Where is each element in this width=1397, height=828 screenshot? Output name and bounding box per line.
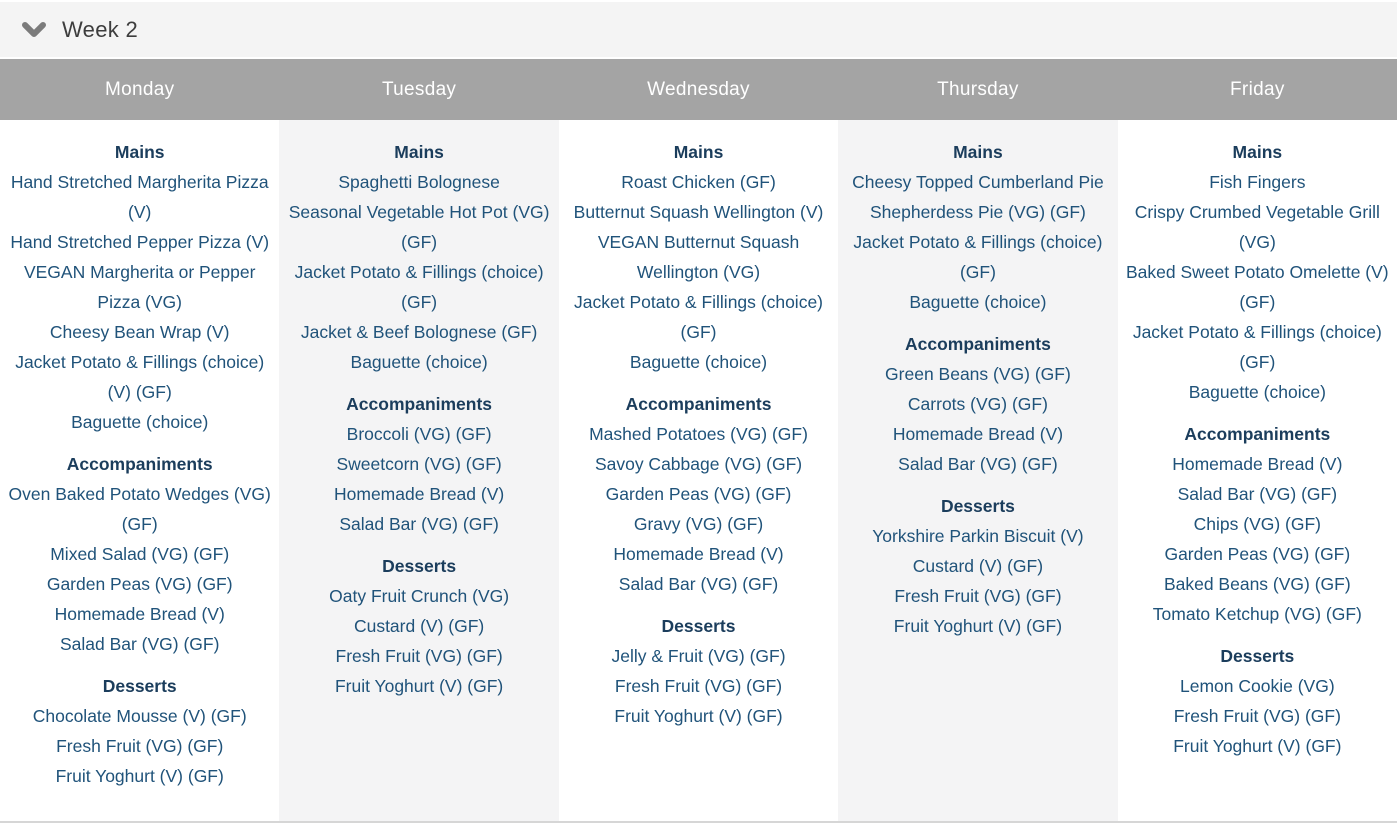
menu-item: Jacket Potato & Fillings (choice) (GF) [574,292,824,342]
section-title-desserts: Desserts [102,676,177,696]
day-column-wednesday [559,120,838,821]
chevron-down-icon[interactable] [22,22,46,38]
day-column-monday [0,120,279,821]
day-column-tuesday [279,120,558,821]
menu-item: Carrots (VG) (GF) [907,394,1048,414]
week-accordion-toggle[interactable] [0,2,1397,57]
menu-item: Oven Baked Potato Wedges (VG) (GF) [8,484,271,534]
menu-columns [0,120,1397,823]
menu-item: Jacket Potato & Fillings (choice) (GF) [1132,322,1382,372]
menu-item: Cheesy Topped Cumberland Pie [852,172,1104,192]
menu-item: Garden Peas (VG) (GF) [46,574,233,594]
section-title-accompaniments: Accompaniments [625,394,772,414]
menu-item: Jacket Potato & Fillings (choice) (GF) [294,262,544,312]
menu-item: Green Beans (VG) (GF) [885,364,1071,384]
menu-item: Custard (V) (GF) [912,556,1044,576]
section-title-mains: Mains [673,142,724,162]
menu-item: Garden Peas (VG) (GF) [605,484,792,504]
day-header-monday: Monday [105,78,175,100]
menu-item: Lemon Cookie (VG) [1180,676,1335,696]
week-title: Week 2 [62,16,138,42]
menu-item: Fresh Fruit (VG) (GF) [894,586,1062,606]
menu-item: Baguette (choice) [350,352,488,372]
menu-item: Mashed Potatoes (VG) (GF) [589,424,808,444]
menu-item: Homemade Bread (V) [54,604,225,624]
menu-item: Tomato Ketchup (VG) (GF) [1152,604,1362,624]
menu-item: Savoy Cabbage (VG) (GF) [594,454,803,474]
menu-item: Chips (VG) (GF) [1193,514,1322,534]
menu-item: Jacket Potato & Fillings (choice) (GF) [853,232,1103,282]
menu-item: Homemade Bread (V) [892,424,1064,444]
menu-item: Gravy (VG) (GF) [633,514,764,534]
menu-item: Broccoli (VG) (GF) [346,424,492,444]
menu-item: Spaghetti Bolognese [338,172,500,192]
menu-item: Custard (V) (GF) [353,616,485,636]
menu-item: VEGAN Butternut Squash Wellington (VG) [597,232,800,282]
menu-item: Homemade Bread (V) [334,484,505,504]
menu-item: Fruit Yoghurt (V) (GF) [614,706,783,726]
menu-item: Baguette (choice) [909,292,1047,312]
section-title-accompaniments: Accompaniments [346,394,493,414]
day-column-thursday [838,120,1117,821]
section-title-mains: Mains [114,142,165,162]
menu-item: Yorkshire Parkin Biscuit (V) [872,526,1084,546]
menu-item: Fresh Fruit (VG) (GF) [56,736,224,756]
menu-item: Oaty Fruit Crunch (VG) [329,586,510,606]
menu-item: Crispy Crumbed Vegetable Grill (VG) [1134,202,1380,252]
menu-item: Baguette (choice) [629,352,768,372]
section-title-mains: Mains [1232,142,1283,162]
section-title-desserts: Desserts [661,616,736,636]
menu-item: Butternut Squash Wellington (V) [573,202,824,222]
menu-item: Fresh Fruit (VG) (GF) [1173,706,1341,726]
menu-item: Shepherdess Pie (VG) (GF) [869,202,1086,222]
day-header-thursday: Thursday [937,78,1019,100]
menu-item: Fish Fingers [1209,172,1306,192]
menu-item: Baguette (choice) [71,412,209,432]
menu-item: Baked Beans (VG) (GF) [1163,574,1351,594]
menu-item: Salad Bar (VG) (GF) [59,634,220,654]
section-title-desserts: Desserts [940,496,1015,516]
day-header-friday: Friday [1230,78,1285,100]
day-column-friday [1118,120,1397,821]
menu-item: Fresh Fruit (VG) (GF) [335,646,503,666]
menu-item: Salad Bar (VG) (GF) [898,454,1058,474]
section-title-accompaniments: Accompaniments [904,334,1051,354]
section-title-mains: Mains [953,142,1003,162]
menu-item: Hand Stretched Pepper Pizza (V) [10,232,270,252]
menu-item: Cheesy Bean Wrap (V) [49,322,230,342]
menu-item: Salad Bar (VG) (GF) [339,514,499,534]
menu-item: Roast Chicken (GF) [621,172,776,192]
menu-item: Sweetcorn (VG) (GF) [336,454,502,474]
section-title-desserts: Desserts [1220,646,1295,666]
menu-item: Garden Peas (VG) (GF) [1164,544,1351,564]
menu-item: Salad Bar (VG) (GF) [1177,484,1338,504]
menu-item: Chocolate Mousse (V) (GF) [32,706,247,726]
menu-item: Jacket Potato & Fillings (choice) (V) (GF) [15,352,265,402]
menu-item: Seasonal Vegetable Hot Pot (VG) (GF) [288,202,550,252]
menu-item: Jelly & Fruit (VG) (GF) [611,646,786,666]
menu-item: Fruit Yoghurt (V) (GF) [893,616,1063,636]
section-title-accompaniments: Accompaniments [66,454,213,474]
section-title-accompaniments: Accompaniments [1184,424,1331,444]
menu-item: Homemade Bread (V) [1172,454,1343,474]
day-header-wednesday: Wednesday [647,78,750,100]
menu-item: Fruit Yoghurt (V) (GF) [55,766,224,786]
menu-item: Homemade Bread (V) [613,544,784,564]
menu-item: Fresh Fruit (VG) (GF) [614,676,783,696]
menu-item: Mixed Salad (VG) (GF) [50,544,230,564]
day-header-row [0,59,1397,120]
menu-item: Jacket & Beef Bolognese (GF) [300,322,538,342]
menu-item: Fruit Yoghurt (V) (GF) [1173,736,1342,756]
day-header-tuesday: Tuesday [381,78,457,100]
menu-item: Fruit Yoghurt (V) (GF) [334,676,504,696]
menu-item: Baked Sweet Potato Omelette (V) (GF) [1126,262,1389,312]
menu-item: VEGAN Margherita or Pepper Pizza (VG) [23,262,256,312]
section-title-desserts: Desserts [382,556,457,576]
menu-item: Hand Stretched Margherita Pizza (V) [10,172,269,222]
menu-item: Baguette (choice) [1188,382,1326,402]
section-title-mains: Mains [394,142,444,162]
menu-item: Salad Bar (VG) (GF) [618,574,779,594]
